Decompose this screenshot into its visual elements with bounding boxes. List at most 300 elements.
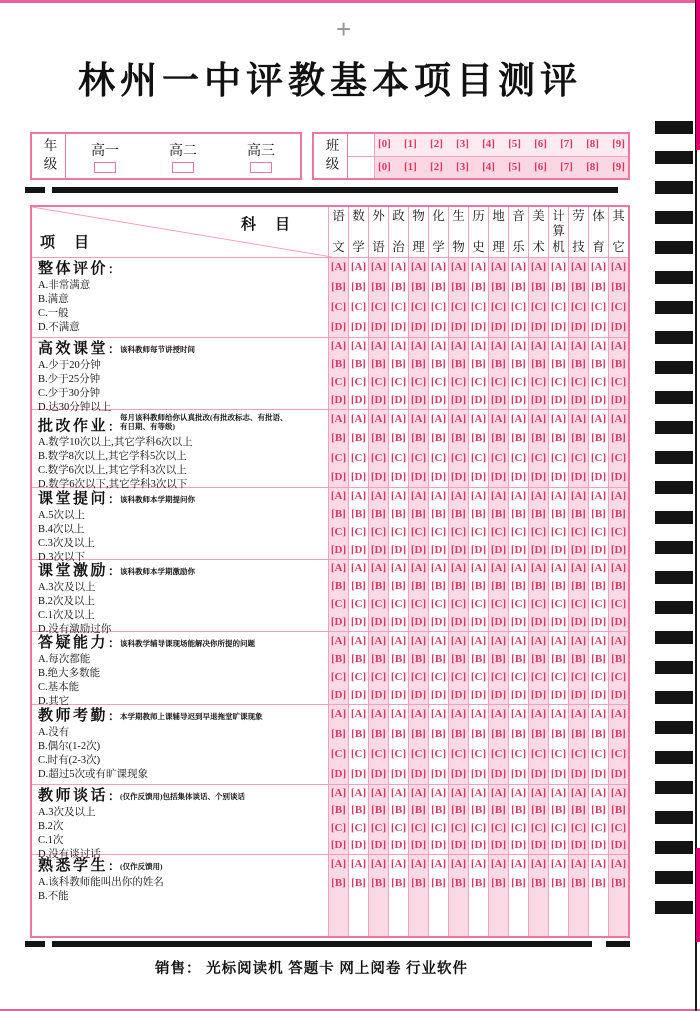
- bubble-D[interactable]: [D]: [490, 767, 507, 780]
- bubble-A[interactable]: [A]: [490, 340, 507, 353]
- bubble-B[interactable]: [B]: [371, 728, 386, 741]
- bubble-B[interactable]: [B]: [471, 877, 486, 889]
- bubble-B[interactable]: [B]: [351, 358, 366, 371]
- bubble-A[interactable]: [A]: [610, 708, 627, 721]
- bubble-B[interactable]: [B]: [591, 580, 606, 593]
- bubble-A[interactable]: [A]: [490, 787, 507, 800]
- bubble-C[interactable]: [C]: [370, 300, 387, 313]
- bubble-C[interactable]: [C]: [530, 670, 547, 683]
- bubble-B[interactable]: [B]: [431, 432, 446, 445]
- bubble-D[interactable]: [D]: [570, 470, 587, 483]
- bubble-A[interactable]: [A]: [370, 634, 387, 647]
- bubble-B[interactable]: [B]: [471, 652, 486, 665]
- bubble-D[interactable]: [D]: [610, 320, 627, 333]
- bubble-B[interactable]: [B]: [351, 652, 366, 665]
- bubble-C[interactable]: [C]: [330, 670, 347, 683]
- bubble-D[interactable]: [D]: [550, 838, 567, 851]
- bubble-C[interactable]: [C]: [410, 375, 427, 388]
- bubble-C[interactable]: [C]: [550, 525, 567, 538]
- bubble-D[interactable]: [D]: [370, 393, 387, 406]
- bubble-B[interactable]: [B]: [511, 804, 526, 817]
- bubble-A[interactable]: [A]: [490, 634, 507, 647]
- bubble-D[interactable]: [D]: [390, 767, 407, 780]
- class-digit-bubble-4[interactable]: [4]: [482, 160, 495, 173]
- bubble-A[interactable]: [A]: [430, 413, 447, 426]
- bubble-A[interactable]: [A]: [610, 261, 627, 274]
- class-digit-bubble-7[interactable]: [7]: [560, 160, 573, 173]
- bubble-C[interactable]: [C]: [450, 821, 467, 834]
- bubble-A[interactable]: [A]: [530, 858, 547, 870]
- bubble-C[interactable]: [C]: [510, 821, 527, 834]
- bubble-B[interactable]: [B]: [611, 728, 626, 741]
- bubble-B[interactable]: [B]: [451, 358, 466, 371]
- bubble-D[interactable]: [D]: [450, 393, 467, 406]
- bubble-B[interactable]: [B]: [431, 652, 446, 665]
- bubble-A[interactable]: [A]: [530, 708, 547, 721]
- bubble-C[interactable]: [C]: [330, 375, 347, 388]
- bubble-A[interactable]: [A]: [510, 490, 527, 503]
- bubble-B[interactable]: [B]: [491, 804, 506, 817]
- bubble-A[interactable]: [A]: [590, 858, 607, 870]
- bubble-C[interactable]: [C]: [570, 670, 587, 683]
- bubble-B[interactable]: [B]: [591, 281, 606, 294]
- bubble-B[interactable]: [B]: [531, 281, 546, 294]
- bubble-A[interactable]: [A]: [330, 490, 347, 503]
- bubble-D[interactable]: [D]: [530, 688, 547, 701]
- bubble-D[interactable]: [D]: [490, 393, 507, 406]
- bubble-C[interactable]: [C]: [510, 375, 527, 388]
- bubble-B[interactable]: [B]: [431, 728, 446, 741]
- bubble-B[interactable]: [B]: [411, 580, 426, 593]
- bubble-D[interactable]: [D]: [410, 688, 427, 701]
- bubble-A[interactable]: [A]: [350, 708, 367, 721]
- bubble-A[interactable]: [A]: [590, 562, 607, 575]
- bubble-A[interactable]: [A]: [490, 413, 507, 426]
- bubble-C[interactable]: [C]: [370, 451, 387, 464]
- bubble-C[interactable]: [C]: [410, 747, 427, 760]
- bubble-B[interactable]: [B]: [551, 728, 566, 741]
- bubble-B[interactable]: [B]: [331, 804, 346, 817]
- bubble-D[interactable]: [D]: [350, 767, 367, 780]
- bubble-B[interactable]: [B]: [611, 432, 626, 445]
- bubble-B[interactable]: [B]: [591, 728, 606, 741]
- bubble-C[interactable]: [C]: [570, 597, 587, 610]
- bubble-B[interactable]: [B]: [391, 432, 406, 445]
- bubble-A[interactable]: [A]: [370, 413, 387, 426]
- bubble-A[interactable]: [A]: [530, 562, 547, 575]
- bubble-D[interactable]: [D]: [410, 470, 427, 483]
- bubble-C[interactable]: [C]: [390, 300, 407, 313]
- bubble-C[interactable]: [C]: [610, 670, 627, 683]
- bubble-B[interactable]: [B]: [591, 432, 606, 445]
- bubble-B[interactable]: [B]: [351, 281, 366, 294]
- bubble-A[interactable]: [A]: [590, 413, 607, 426]
- class-write-cell[interactable]: [348, 134, 375, 156]
- bubble-A[interactable]: [A]: [530, 261, 547, 274]
- bubble-C[interactable]: [C]: [370, 747, 387, 760]
- bubble-A[interactable]: [A]: [390, 787, 407, 800]
- bubble-B[interactable]: [B]: [611, 508, 626, 521]
- bubble-D[interactable]: [D]: [590, 543, 607, 556]
- bubble-D[interactable]: [D]: [490, 470, 507, 483]
- bubble-D[interactable]: [D]: [510, 688, 527, 701]
- bubble-C[interactable]: [C]: [410, 670, 427, 683]
- bubble-C[interactable]: [C]: [470, 597, 487, 610]
- bubble-B[interactable]: [B]: [491, 580, 506, 593]
- bubble-C[interactable]: [C]: [510, 670, 527, 683]
- bubble-D[interactable]: [D]: [490, 543, 507, 556]
- bubble-B[interactable]: [B]: [571, 508, 586, 521]
- bubble-A[interactable]: [A]: [510, 562, 527, 575]
- bubble-D[interactable]: [D]: [610, 470, 627, 483]
- bubble-C[interactable]: [C]: [350, 747, 367, 760]
- bubble-A[interactable]: [A]: [330, 787, 347, 800]
- bubble-B[interactable]: [B]: [551, 508, 566, 521]
- bubble-C[interactable]: [C]: [350, 451, 367, 464]
- bubble-A[interactable]: [A]: [430, 261, 447, 274]
- bubble-B[interactable]: [B]: [371, 877, 386, 889]
- bubble-D[interactable]: [D]: [390, 688, 407, 701]
- bubble-B[interactable]: [B]: [351, 728, 366, 741]
- bubble-B[interactable]: [B]: [351, 804, 366, 817]
- grade-bubble-2[interactable]: [172, 162, 194, 173]
- bubble-B[interactable]: [B]: [531, 804, 546, 817]
- bubble-A[interactable]: [A]: [410, 634, 427, 647]
- bubble-B[interactable]: [B]: [391, 877, 406, 889]
- bubble-B[interactable]: [B]: [411, 281, 426, 294]
- bubble-A[interactable]: [A]: [350, 413, 367, 426]
- bubble-D[interactable]: [D]: [510, 838, 527, 851]
- bubble-B[interactable]: [B]: [411, 652, 426, 665]
- bubble-D[interactable]: [D]: [330, 543, 347, 556]
- bubble-D[interactable]: [D]: [570, 320, 587, 333]
- bubble-A[interactable]: [A]: [450, 413, 467, 426]
- bubble-A[interactable]: [A]: [590, 490, 607, 503]
- class-digit-bubble-6[interactable]: [6]: [534, 138, 547, 151]
- bubble-D[interactable]: [D]: [570, 393, 587, 406]
- bubble-A[interactable]: [A]: [370, 490, 387, 503]
- bubble-C[interactable]: [C]: [590, 451, 607, 464]
- bubble-A[interactable]: [A]: [410, 708, 427, 721]
- bubble-D[interactable]: [D]: [470, 543, 487, 556]
- bubble-D[interactable]: [D]: [550, 688, 567, 701]
- bubble-A[interactable]: [A]: [550, 708, 567, 721]
- bubble-B[interactable]: [B]: [331, 728, 346, 741]
- bubble-B[interactable]: [B]: [551, 877, 566, 889]
- bubble-A[interactable]: [A]: [450, 708, 467, 721]
- bubble-D[interactable]: [D]: [410, 767, 427, 780]
- bubble-A[interactable]: [A]: [350, 562, 367, 575]
- bubble-D[interactable]: [D]: [590, 767, 607, 780]
- bubble-D[interactable]: [D]: [550, 615, 567, 628]
- bubble-C[interactable]: [C]: [430, 525, 447, 538]
- bubble-D[interactable]: [D]: [430, 838, 447, 851]
- bubble-B[interactable]: [B]: [471, 508, 486, 521]
- bubble-C[interactable]: [C]: [450, 451, 467, 464]
- grade-bubble-3[interactable]: [250, 162, 272, 173]
- bubble-C[interactable]: [C]: [410, 821, 427, 834]
- bubble-C[interactable]: [C]: [350, 670, 367, 683]
- bubble-B[interactable]: [B]: [611, 652, 626, 665]
- bubble-A[interactable]: [A]: [470, 562, 487, 575]
- bubble-C[interactable]: [C]: [390, 451, 407, 464]
- bubble-C[interactable]: [C]: [330, 747, 347, 760]
- bubble-A[interactable]: [A]: [470, 787, 487, 800]
- bubble-B[interactable]: [B]: [331, 877, 346, 889]
- class-digit-bubble-3[interactable]: [3]: [456, 138, 469, 151]
- bubble-C[interactable]: [C]: [450, 525, 467, 538]
- bubble-A[interactable]: [A]: [530, 413, 547, 426]
- bubble-D[interactable]: [D]: [510, 543, 527, 556]
- bubble-C[interactable]: [C]: [550, 451, 567, 464]
- bubble-C[interactable]: [C]: [530, 300, 547, 313]
- bubble-D[interactable]: [D]: [570, 838, 587, 851]
- bubble-B[interactable]: [B]: [391, 358, 406, 371]
- bubble-A[interactable]: [A]: [610, 634, 627, 647]
- bubble-A[interactable]: [A]: [410, 261, 427, 274]
- bubble-B[interactable]: [B]: [571, 804, 586, 817]
- bubble-A[interactable]: [A]: [550, 413, 567, 426]
- bubble-D[interactable]: [D]: [390, 543, 407, 556]
- bubble-B[interactable]: [B]: [471, 432, 486, 445]
- bubble-A[interactable]: [A]: [490, 708, 507, 721]
- bubble-A[interactable]: [A]: [470, 261, 487, 274]
- bubble-D[interactable]: [D]: [590, 470, 607, 483]
- bubble-D[interactable]: [D]: [450, 767, 467, 780]
- bubble-B[interactable]: [B]: [491, 652, 506, 665]
- bubble-D[interactable]: [D]: [410, 543, 427, 556]
- bubble-C[interactable]: [C]: [570, 451, 587, 464]
- bubble-D[interactable]: [D]: [350, 688, 367, 701]
- bubble-C[interactable]: [C]: [530, 375, 547, 388]
- bubble-D[interactable]: [D]: [510, 767, 527, 780]
- bubble-C[interactable]: [C]: [450, 747, 467, 760]
- bubble-D[interactable]: [D]: [350, 393, 367, 406]
- bubble-A[interactable]: [A]: [350, 858, 367, 870]
- bubble-A[interactable]: [A]: [610, 490, 627, 503]
- bubble-D[interactable]: [D]: [330, 838, 347, 851]
- bubble-D[interactable]: [D]: [550, 470, 567, 483]
- bubble-B[interactable]: [B]: [351, 508, 366, 521]
- bubble-B[interactable]: [B]: [531, 652, 546, 665]
- bubble-B[interactable]: [B]: [611, 580, 626, 593]
- bubble-A[interactable]: [A]: [590, 340, 607, 353]
- bubble-A[interactable]: [A]: [570, 340, 587, 353]
- bubble-C[interactable]: [C]: [590, 821, 607, 834]
- bubble-B[interactable]: [B]: [571, 877, 586, 889]
- bubble-B[interactable]: [B]: [511, 281, 526, 294]
- bubble-C[interactable]: [C]: [550, 670, 567, 683]
- bubble-A[interactable]: [A]: [430, 490, 447, 503]
- bubble-A[interactable]: [A]: [510, 634, 527, 647]
- bubble-B[interactable]: [B]: [351, 877, 366, 889]
- bubble-A[interactable]: [A]: [470, 490, 487, 503]
- bubble-A[interactable]: [A]: [350, 261, 367, 274]
- bubble-A[interactable]: [A]: [510, 340, 527, 353]
- bubble-A[interactable]: [A]: [390, 634, 407, 647]
- bubble-A[interactable]: [A]: [570, 490, 587, 503]
- bubble-A[interactable]: [A]: [410, 340, 427, 353]
- bubble-D[interactable]: [D]: [450, 543, 467, 556]
- bubble-A[interactable]: [A]: [570, 261, 587, 274]
- bubble-A[interactable]: [A]: [570, 858, 587, 870]
- bubble-C[interactable]: [C]: [390, 821, 407, 834]
- bubble-B[interactable]: [B]: [531, 358, 546, 371]
- bubble-B[interactable]: [B]: [371, 432, 386, 445]
- bubble-C[interactable]: [C]: [570, 821, 587, 834]
- bubble-C[interactable]: [C]: [410, 451, 427, 464]
- bubble-C[interactable]: [C]: [430, 821, 447, 834]
- bubble-D[interactable]: [D]: [350, 470, 367, 483]
- bubble-A[interactable]: [A]: [430, 708, 447, 721]
- bubble-D[interactable]: [D]: [330, 393, 347, 406]
- bubble-D[interactable]: [D]: [430, 615, 447, 628]
- bubble-C[interactable]: [C]: [570, 747, 587, 760]
- bubble-A[interactable]: [A]: [390, 490, 407, 503]
- bubble-B[interactable]: [B]: [491, 877, 506, 889]
- bubble-C[interactable]: [C]: [490, 300, 507, 313]
- bubble-B[interactable]: [B]: [451, 877, 466, 889]
- bubble-D[interactable]: [D]: [490, 320, 507, 333]
- bubble-D[interactable]: [D]: [510, 470, 527, 483]
- bubble-A[interactable]: [A]: [610, 340, 627, 353]
- bubble-C[interactable]: [C]: [570, 525, 587, 538]
- bubble-B[interactable]: [B]: [571, 358, 586, 371]
- bubble-C[interactable]: [C]: [370, 597, 387, 610]
- bubble-C[interactable]: [C]: [390, 670, 407, 683]
- bubble-D[interactable]: [D]: [450, 838, 467, 851]
- bubble-D[interactable]: [D]: [390, 838, 407, 851]
- bubble-A[interactable]: [A]: [570, 413, 587, 426]
- bubble-C[interactable]: [C]: [330, 525, 347, 538]
- bubble-D[interactable]: [D]: [430, 767, 447, 780]
- bubble-C[interactable]: [C]: [410, 300, 427, 313]
- bubble-C[interactable]: [C]: [530, 525, 547, 538]
- class-digit-bubble-5[interactable]: [5]: [508, 160, 521, 173]
- bubble-A[interactable]: [A]: [470, 634, 487, 647]
- bubble-B[interactable]: [B]: [531, 508, 546, 521]
- bubble-B[interactable]: [B]: [551, 432, 566, 445]
- bubble-D[interactable]: [D]: [570, 767, 587, 780]
- bubble-D[interactable]: [D]: [450, 615, 467, 628]
- class-digit-bubble-9[interactable]: [9]: [612, 138, 625, 151]
- bubble-A[interactable]: [A]: [450, 261, 467, 274]
- bubble-D[interactable]: [D]: [390, 393, 407, 406]
- bubble-C[interactable]: [C]: [470, 451, 487, 464]
- bubble-C[interactable]: [C]: [490, 747, 507, 760]
- bubble-D[interactable]: [D]: [410, 615, 427, 628]
- bubble-B[interactable]: [B]: [491, 728, 506, 741]
- bubble-D[interactable]: [D]: [470, 688, 487, 701]
- bubble-C[interactable]: [C]: [330, 821, 347, 834]
- bubble-C[interactable]: [C]: [350, 300, 367, 313]
- bubble-B[interactable]: [B]: [371, 804, 386, 817]
- bubble-A[interactable]: [A]: [510, 858, 527, 870]
- bubble-D[interactable]: [D]: [610, 767, 627, 780]
- bubble-C[interactable]: [C]: [610, 597, 627, 610]
- bubble-C[interactable]: [C]: [330, 300, 347, 313]
- bubble-D[interactable]: [D]: [530, 393, 547, 406]
- bubble-A[interactable]: [A]: [370, 787, 387, 800]
- bubble-B[interactable]: [B]: [391, 508, 406, 521]
- bubble-C[interactable]: [C]: [490, 525, 507, 538]
- bubble-C[interactable]: [C]: [530, 451, 547, 464]
- bubble-B[interactable]: [B]: [551, 580, 566, 593]
- bubble-D[interactable]: [D]: [570, 688, 587, 701]
- bubble-A[interactable]: [A]: [410, 562, 427, 575]
- bubble-B[interactable]: [B]: [451, 804, 466, 817]
- bubble-B[interactable]: [B]: [591, 877, 606, 889]
- bubble-A[interactable]: [A]: [330, 858, 347, 870]
- bubble-C[interactable]: [C]: [450, 300, 467, 313]
- bubble-C[interactable]: [C]: [590, 525, 607, 538]
- bubble-D[interactable]: [D]: [330, 688, 347, 701]
- bubble-B[interactable]: [B]: [471, 580, 486, 593]
- bubble-B[interactable]: [B]: [611, 358, 626, 371]
- bubble-C[interactable]: [C]: [530, 597, 547, 610]
- bubble-B[interactable]: [B]: [331, 580, 346, 593]
- bubble-B[interactable]: [B]: [371, 580, 386, 593]
- bubble-B[interactable]: [B]: [491, 358, 506, 371]
- bubble-C[interactable]: [C]: [510, 747, 527, 760]
- bubble-C[interactable]: [C]: [470, 670, 487, 683]
- bubble-A[interactable]: [A]: [570, 708, 587, 721]
- bubble-C[interactable]: [C]: [430, 747, 447, 760]
- bubble-D[interactable]: [D]: [470, 615, 487, 628]
- bubble-D[interactable]: [D]: [370, 543, 387, 556]
- bubble-C[interactable]: [C]: [550, 747, 567, 760]
- bubble-C[interactable]: [C]: [390, 747, 407, 760]
- bubble-B[interactable]: [B]: [571, 580, 586, 593]
- bubble-C[interactable]: [C]: [470, 747, 487, 760]
- bubble-B[interactable]: [B]: [511, 652, 526, 665]
- bubble-A[interactable]: [A]: [570, 562, 587, 575]
- bubble-C[interactable]: [C]: [430, 375, 447, 388]
- bubble-B[interactable]: [B]: [511, 580, 526, 593]
- bubble-A[interactable]: [A]: [330, 708, 347, 721]
- bubble-C[interactable]: [C]: [470, 375, 487, 388]
- grade-bubble-1[interactable]: [94, 162, 116, 173]
- bubble-B[interactable]: [B]: [511, 358, 526, 371]
- bubble-C[interactable]: [C]: [490, 670, 507, 683]
- bubble-A[interactable]: [A]: [410, 490, 427, 503]
- bubble-A[interactable]: [A]: [550, 787, 567, 800]
- bubble-B[interactable]: [B]: [451, 728, 466, 741]
- bubble-D[interactable]: [D]: [370, 320, 387, 333]
- bubble-D[interactable]: [D]: [390, 470, 407, 483]
- bubble-D[interactable]: [D]: [410, 393, 427, 406]
- bubble-C[interactable]: [C]: [590, 670, 607, 683]
- bubble-A[interactable]: [A]: [410, 787, 427, 800]
- bubble-A[interactable]: [A]: [490, 858, 507, 870]
- bubble-A[interactable]: [A]: [390, 340, 407, 353]
- bubble-A[interactable]: [A]: [590, 708, 607, 721]
- bubble-A[interactable]: [A]: [430, 340, 447, 353]
- bubble-B[interactable]: [B]: [391, 728, 406, 741]
- bubble-A[interactable]: [A]: [370, 340, 387, 353]
- bubble-C[interactable]: [C]: [450, 670, 467, 683]
- bubble-C[interactable]: [C]: [430, 300, 447, 313]
- bubble-A[interactable]: [A]: [410, 413, 427, 426]
- bubble-D[interactable]: [D]: [330, 767, 347, 780]
- bubble-B[interactable]: [B]: [611, 281, 626, 294]
- bubble-B[interactable]: [B]: [391, 580, 406, 593]
- class-digit-bubble-6[interactable]: [6]: [534, 160, 547, 173]
- class-digit-bubble-4[interactable]: [4]: [482, 138, 495, 151]
- class-digit-bubble-2[interactable]: [2]: [430, 160, 443, 173]
- bubble-B[interactable]: [B]: [411, 877, 426, 889]
- bubble-C[interactable]: [C]: [610, 451, 627, 464]
